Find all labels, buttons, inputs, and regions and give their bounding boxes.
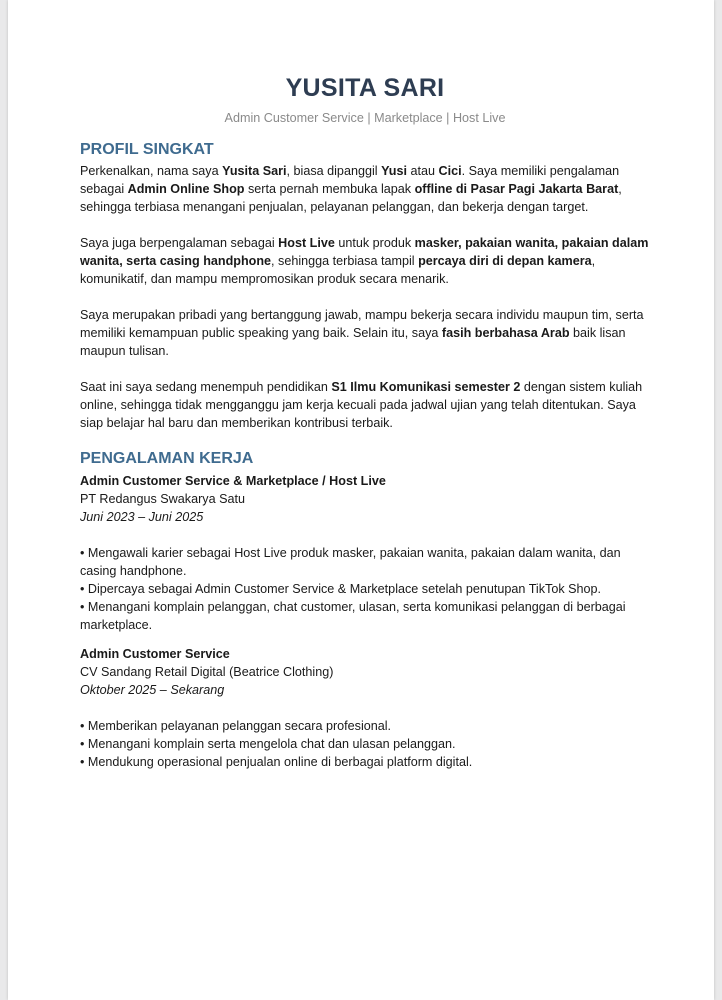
- profile-paragraph: Saya merupakan pribadi yang bertanggung jawab, mampu bekerja secara individu maupun tim, serta memiliki kemampuan public speaking yang baik. Selain itu, saya fasih berbahasa Arab baik lisan maupun tulisan.: [80, 308, 644, 358]
- bold-text: Yusi: [381, 164, 407, 178]
- bold-text: Host Live: [278, 236, 335, 250]
- profile-paragraph: Saat ini saya sedang menempuh pendidikan S1 Ilmu Komunikasi semester 2 dengan sistem kuliah online, sehingga tidak mengganggu jam kerja kecuali pada jadwal ujian yang telah ditentukan. Saya siap belajar hal baru dan memberikan kontribusi terbaik.: [80, 380, 643, 430]
- job-company: CV Sandang Retail Digital (Beatrice Clothing): [80, 665, 334, 679]
- bold-text: Yusita Sari: [222, 164, 287, 178]
- job-period: Juni 2023 – Juni 2025: [80, 510, 204, 524]
- resume-content: [80, 72, 650, 771]
- profile-paragraph: Perkenalkan, nama saya Yusita Sari, biasa dipanggil Yusi atau Cici. Saya memiliki pengalaman sebagai Admin Online Shop serta pernah membuka lapak offline di Pasar Pagi Jakarta Barat, sehingga terbiasa menangani penjualan, pelayanan pelanggan, dan bekerja dengan target.: [80, 164, 622, 214]
- bold-text: Cici: [438, 164, 462, 178]
- profile-paragraph: Saya juga berpengalaman sebagai Host Live untuk produk masker, pakaian wanita, pakaian dalam wanita, serta casing handphone, sehingga terbiasa tampil percaya diri di depan kamera, komunikatif, dan mampu mempromosikan produk secara menarik.: [80, 236, 649, 286]
- job-bullet: • Menangani komplain serta mengelola chat dan ulasan pelanggan.: [80, 737, 456, 751]
- bold-text: S1 Ilmu Komunikasi semester 2: [331, 380, 521, 394]
- job-period: Oktober 2025 – Sekarang: [80, 683, 225, 697]
- job-bullet: • Memberikan pelayanan pelanggan secara profesional.: [80, 719, 392, 733]
- resume-name: YUSITA SARI: [285, 74, 445, 102]
- bold-text: offline di Pasar Pagi Jakarta Barat: [414, 182, 619, 196]
- profile-body: [80, 162, 650, 432]
- job-bullet: • Dipercaya sebagai Admin Customer Service & Marketplace setelah penutupan TikTok Shop.: [80, 582, 602, 596]
- job-bullet: • Mendukung operasional penjualan online di berbagai platform digital.: [80, 755, 473, 769]
- job-entry: [80, 472, 650, 634]
- resume-subtitle: Admin Customer Service | Marketplace | Host Live: [224, 111, 506, 125]
- bold-text: percaya diri di depan kamera: [418, 254, 592, 268]
- job-bullets: [80, 717, 650, 771]
- section-title-experience: PENGALAMAN KERJA: [80, 450, 254, 467]
- bold-text: fasih berbahasa Arab: [441, 326, 570, 340]
- document-page: [8, 0, 714, 1000]
- job-title: Admin Customer Service: [80, 647, 230, 661]
- job-bullets: [80, 544, 650, 634]
- job-bullet: • Menangani komplain pelanggan, chat customer, ulasan, serta komunikasi pelanggan di berbagai marketplace.: [80, 600, 626, 632]
- bold-text: masker, pakaian wanita, pakaian dalam wanita, serta casing handphone: [80, 236, 649, 268]
- job-title: Admin Customer Service & Marketplace / Host Live: [80, 474, 386, 488]
- job-company: PT Redangus Swakarya Satu: [80, 492, 245, 506]
- bold-text: Admin Online Shop: [127, 182, 245, 196]
- section-title-profile: PROFIL SINGKAT: [80, 141, 214, 158]
- job-bullet: • Mengawali karier sebagai Host Live produk masker, pakaian wanita, pakaian dalam wanita, dan casing handphone.: [80, 546, 621, 578]
- job-entry: [80, 645, 650, 771]
